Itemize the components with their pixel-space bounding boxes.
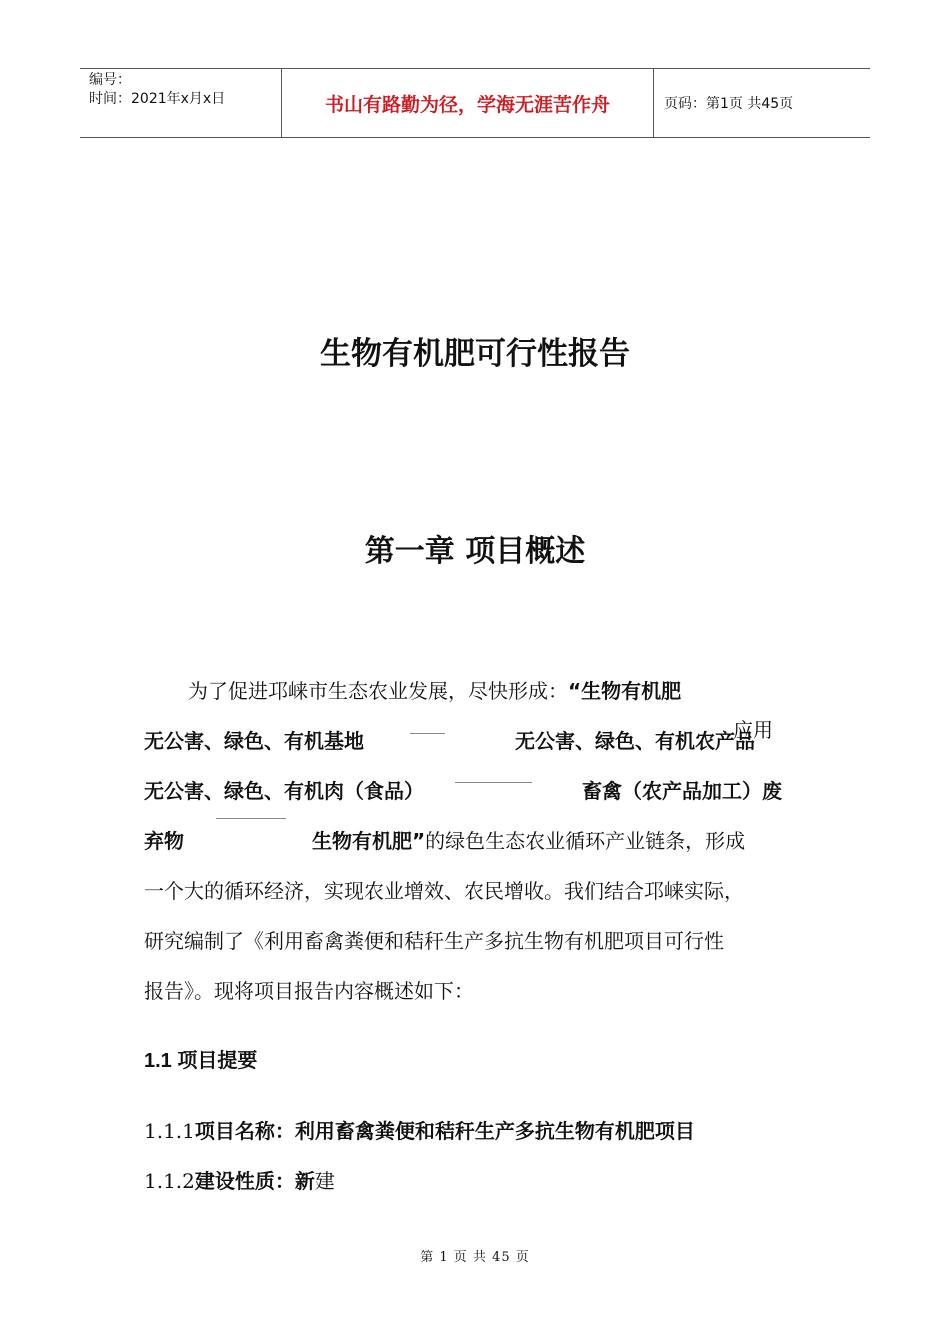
section-heading: 1.1 项目提要: [144, 1050, 258, 1072]
item-label: 项目名称：: [194, 1119, 295, 1143]
intro-line-2a: 无公害、绿色、有机基地: [144, 729, 364, 753]
header-meta: [80, 69, 281, 137]
arrow-line: [216, 818, 286, 819]
intro-line-1: [188, 675, 868, 704]
item-number: 1.1.2: [144, 1169, 195, 1193]
page-header: [80, 68, 870, 138]
chapter-title: 第一章 项目概述: [364, 534, 586, 569]
arrow-label: 应用: [733, 718, 773, 742]
item-project-name: [144, 1115, 695, 1144]
page-footer: 第 1 页 共 45 页: [420, 1250, 530, 1265]
intro-line-3b: 畜禽（农产品加工）废: [582, 779, 782, 803]
arrow-line: [410, 733, 445, 734]
intro-bold-text: 生物有机肥”: [312, 829, 426, 853]
item-construction-type: [144, 1165, 335, 1194]
intro-line-4b: [312, 825, 822, 854]
number-label: 编号：: [89, 72, 131, 88]
intro-line-2b: 无公害、绿色、有机农产品: [515, 729, 755, 753]
item-label: 建设性质：: [194, 1169, 295, 1193]
intro-text: 为了促进邛崃市生态农业发展，尽快形成：: [188, 679, 568, 703]
intro-line-6: 研究编制了《利用畜禽粪便和秸秆生产多抗生物有机肥项目可行性: [144, 929, 724, 953]
header-motto: 书山有路勤为径，学海无涯苦作舟: [281, 69, 654, 137]
intro-bold-text: “生物有机肥: [568, 679, 682, 703]
intro-line-7: 报告》。现将项目报告内容概述如下：: [144, 979, 474, 1003]
intro-line-5: 一个大的循环经济，实现农业增效、农民增收。我们结合邛崃实际，: [144, 879, 744, 903]
header-page-info: 页码：第1页 共45页: [664, 96, 794, 112]
intro-text: 的绿色生态农业循环产业链条，形成: [425, 829, 746, 853]
intro-line-3a: 无公害、绿色、有机肉（食品）: [144, 779, 424, 803]
item-number: 1.1.1: [144, 1119, 195, 1143]
arrow-line: [455, 782, 532, 783]
item-value: 新: [294, 1169, 315, 1193]
intro-line-4a: 弃物: [144, 829, 184, 853]
time-label: 时间：2021年x月x日: [89, 91, 226, 107]
document-title: 生物有机肥可行性报告: [320, 336, 630, 372]
item-value: 利用畜禽粪便和秸秆生产多抗生物有机肥项目: [294, 1119, 695, 1143]
item-value: 建: [314, 1169, 335, 1193]
